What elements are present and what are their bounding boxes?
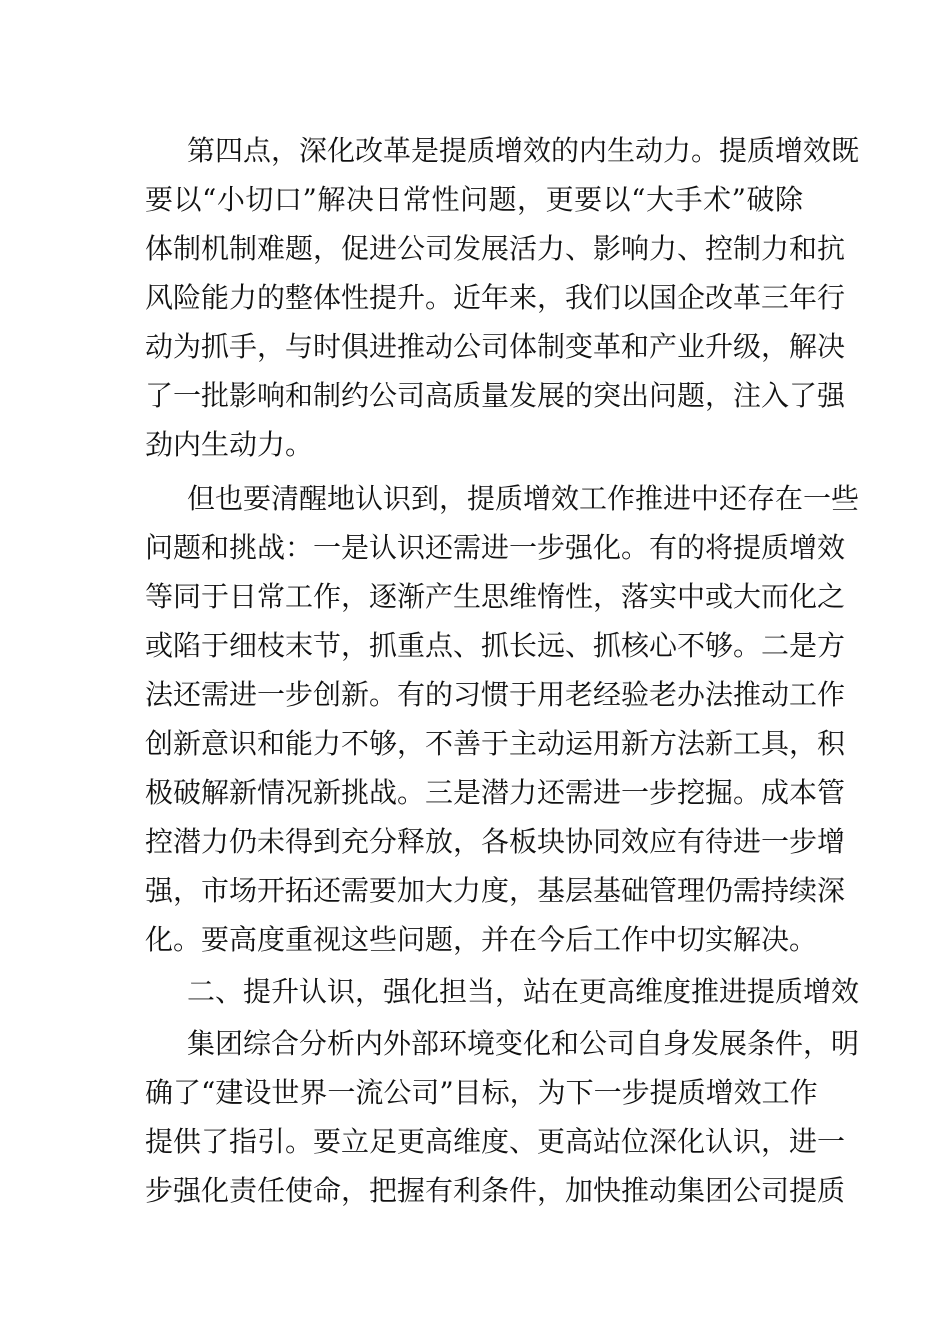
- paragraph-2-line-4: 或陷于细枝末节，抓重点、抓长远、抓核心不够。二是方: [145, 629, 846, 662]
- paragraph-1-line-3: 体制机制难题，促进公司发展活力、影响力、控制力和抗: [145, 232, 846, 265]
- paragraph-2-line-6: 创新意识和能力不够，不善于主动运用新方法新工具，积: [145, 727, 846, 760]
- paragraph-2-line-5: 法还需进一步创新。有的习惯于用老经验老办法推动工作: [145, 678, 846, 711]
- paragraph-3-line-1: 集团综合分析内外部环境变化和公司自身发展条件，明: [187, 1027, 860, 1060]
- section-heading: 二、提升认识，强化担当，站在更高维度推进提质增效: [187, 975, 860, 1008]
- paragraph-3-line-3: 提供了指引。要立足更高维度、更高站位深化认识，进一: [145, 1125, 846, 1158]
- paragraph-2-line-8: 控潜力仍未得到充分释放，各板块协同效应有待进一步增: [145, 825, 846, 858]
- paragraph-3-line-4: 步强化责任使命，把握有利条件，加快推动集团公司提质: [145, 1174, 846, 1207]
- paragraph-2-line-2: 问题和挑战：一是认识还需进一步强化。有的将提质增效: [145, 531, 846, 564]
- paragraph-1-line-6: 了一批影响和制约公司高质量发展的突出问题，注入了强: [145, 379, 846, 412]
- paragraph-1-line-7: 劲内生动力。: [145, 428, 314, 461]
- paragraph-1-line-2: 要以“小切口”解决日常性问题，更要以“大手术”破除: [145, 183, 803, 216]
- paragraph-2-line-10: 化。要高度重视这些问题，并在今后工作中切实解决。: [145, 923, 818, 956]
- paragraph-2-line-3: 等同于日常工作，逐渐产生思维惰性，落实中或大而化之: [145, 580, 846, 613]
- paragraph-3-line-2: 确了“建设世界一流公司”目标，为下一步提质增效工作: [145, 1076, 818, 1109]
- paragraph-1-line-1: 第四点，深化改革是提质增效的内生动力。提质增效既: [187, 134, 860, 167]
- paragraph-1-line-4: 风险能力的整体性提升。近年来，我们以国企改革三年行: [145, 281, 846, 314]
- paragraph-2-line-1: 但也要清醒地认识到，提质增效工作推进中还存在一些: [187, 482, 860, 515]
- paragraph-2-line-7: 极破解新情况新挑战。三是潜力还需进一步挖掘。成本管: [145, 776, 846, 809]
- paragraph-2-line-9: 强，市场开拓还需要加大力度，基层基础管理仍需持续深: [145, 874, 846, 907]
- paragraph-1-line-5: 动为抓手，与时俱进推动公司体制变革和产业升级，解决: [145, 330, 846, 363]
